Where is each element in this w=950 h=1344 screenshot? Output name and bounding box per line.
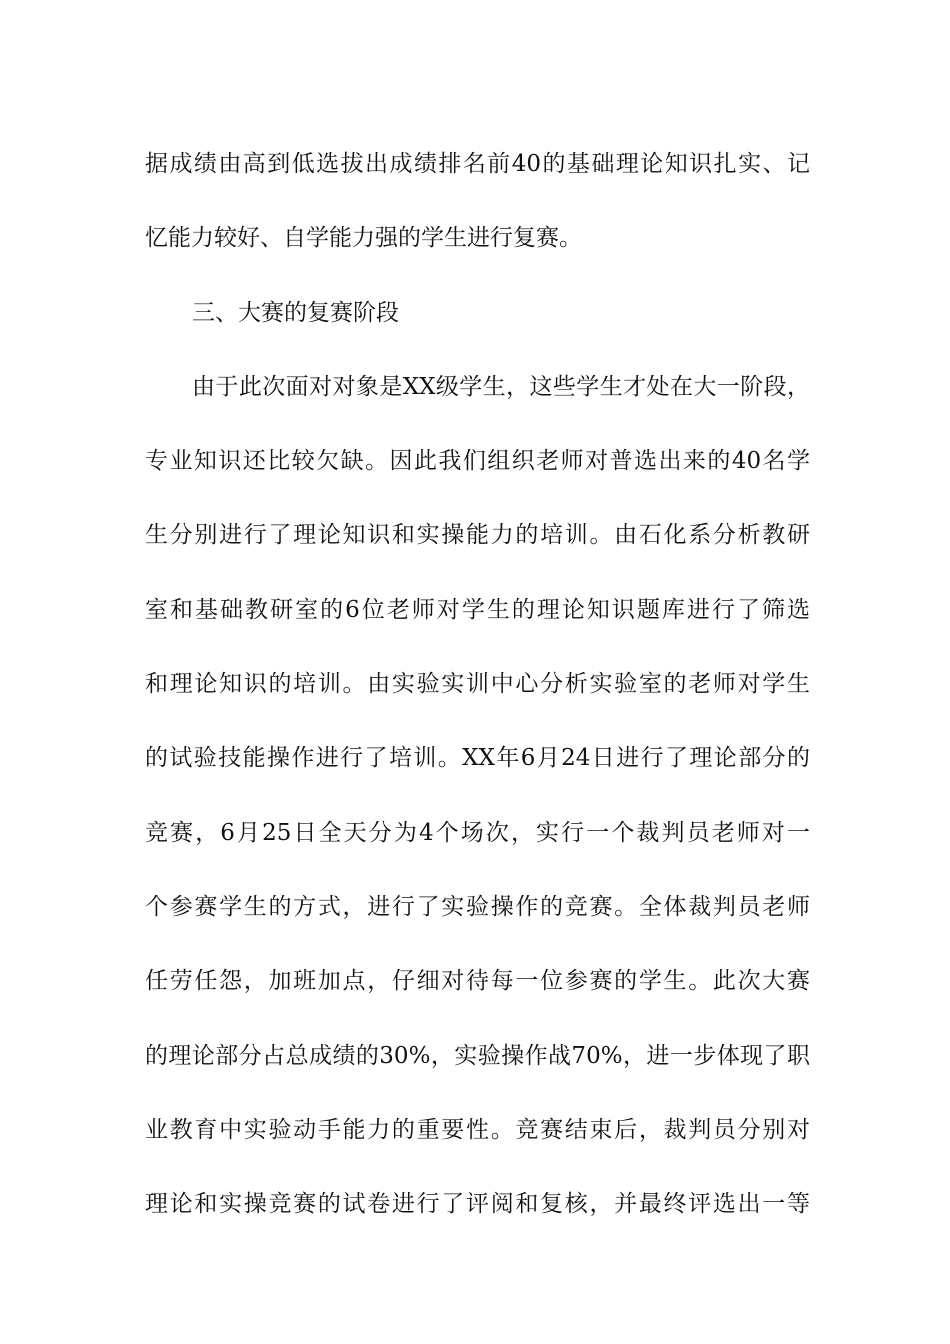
paragraph-line: 理论和实操竞赛的试卷进行了评阅和复核，并最终评选出一等: [145, 1191, 810, 1218]
paragraph-line: 专业知识还比较欠缺。因此我们组织老师对普选出来的40名学: [145, 448, 810, 475]
paragraph-line: 和理论知识的培训。由实验实训中心分析实验室的老师对学生: [145, 671, 810, 698]
paragraph-line: 室和基础教研室的6位老师对学生的理论知识题库进行了筛选: [145, 596, 810, 623]
paragraph-line: 竞赛，6月25日全天分为4个场次，实行一个裁判员老师对一: [145, 819, 810, 846]
paragraph-line: 的理论部分占总成绩的30%，实验操作战70%，进一步体现了职: [145, 1042, 810, 1069]
section-heading: 三、大赛的复赛阶段: [192, 299, 399, 326]
paragraph-line: 由于此次面对对象是XX级学生，这些学生才处在大一阶段，: [192, 373, 810, 400]
paragraph-line: 的试验技能操作进行了培训。XX年6月24日进行了理论部分的: [145, 745, 810, 772]
paragraph-line: 据成绩由高到低选拔出成绩排名前40的基础理论知识扎实、记: [145, 151, 810, 177]
paragraph-line: 任劳任怨，加班加点，仔细对待每一位参赛的学生。此次大赛: [145, 968, 810, 995]
paragraph-line: 个参赛学生的方式，进行了实验操作的竞赛。全体裁判员老师: [145, 893, 810, 920]
paragraph-line: 忆能力较好、自学能力强的学生进行复赛。: [145, 225, 582, 252]
paragraph-line: 生分别进行了理论知识和实操能力的培训。由石化系分析教研: [145, 522, 810, 549]
body-text: [145, 127, 810, 1241]
paragraph-line: 业教育中实验动手能力的重要性。竞赛结束后，裁判员分别对: [145, 1116, 810, 1143]
